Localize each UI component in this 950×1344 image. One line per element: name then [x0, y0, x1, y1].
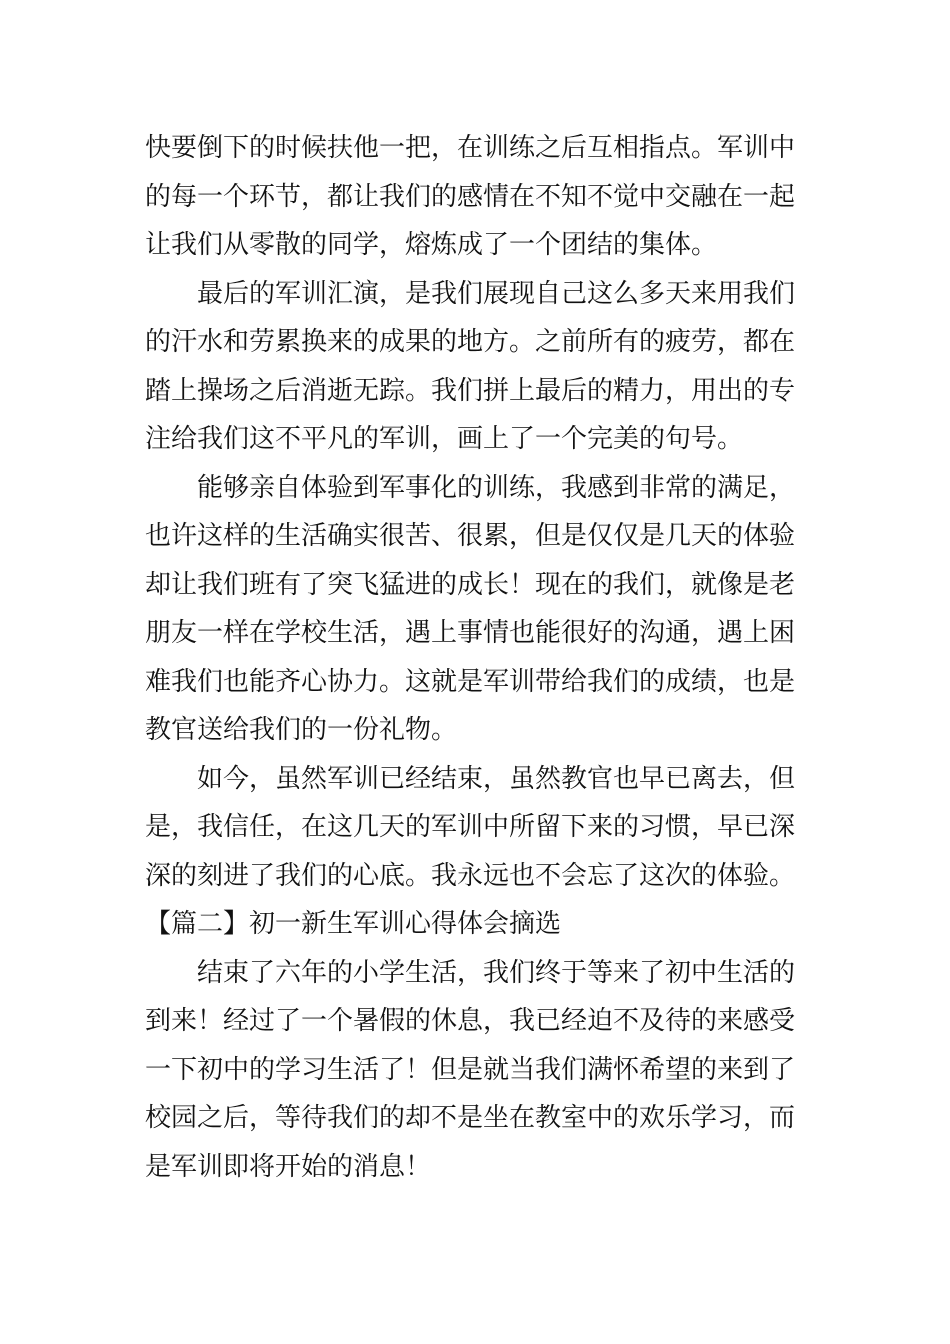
text-line: 是军训即将开始的消息！	[145, 1151, 432, 1182]
text-line: 朋友一样在学校生活，遇上事情也能很好的沟通，遇上困	[145, 618, 796, 648]
text-line: 教官送给我们的一份礼物。	[145, 715, 458, 745]
text-line: 是，我信任，在这几天的军训中所留下来的习惯，早已深	[145, 812, 796, 842]
text-line: 难我们也能齐心协力。这就是军训带给我们的成绩，也是	[145, 666, 796, 697]
text-line: 却让我们班有了突飞猛进的成长！现在的我们，就像是老	[145, 569, 796, 600]
text-line: 校园之后，等待我们的却不是坐在教室中的欢乐学习，而	[145, 1103, 796, 1133]
paragraph-first-line: 结束了六年的小学生活，我们终于等来了初中生活的	[197, 957, 796, 988]
paragraph-first-line: 最后的军训汇演，是我们展现自己这么多天来用我们	[197, 278, 796, 309]
text-line: 深的刻进了我们的心底。我永远也不会忘了这次的体验。	[145, 860, 796, 891]
text-line: 让我们从零散的同学，熔炼成了一个团结的集体。	[145, 230, 718, 260]
text-line: 的每一个环节，都让我们的感情在不知不觉中交融在一起	[145, 181, 796, 212]
paragraph-first-line: 如今，虽然军训已经结束，虽然教官也早已离去，但	[197, 763, 796, 794]
text-line: 注给我们这不平凡的军训，画上了一个完美的句号。	[145, 424, 744, 454]
text-line: 的汗水和劳累换来的成果的地方。之前所有的疲劳，都在	[145, 327, 796, 357]
document-body	[145, 124, 810, 1191]
paragraph-first-line: 能够亲自体验到军事化的训练，我感到非常的满足，	[197, 472, 796, 503]
text-line: 快要倒下的时候扶他一把，在训练之后互相指点。军训中	[145, 133, 796, 163]
text-line: 踏上操场之后消逝无踪。我们拼上最后的精力，用出的专	[145, 375, 796, 406]
text-line: 也许这样的生活确实很苦、很累，但是仅仅是几天的体验	[145, 521, 796, 551]
text-line: 到来！经过了一个暑假的休息，我已经迫不及待的来感受	[145, 1006, 796, 1036]
section-heading: 【篇二】初一新生军训心得体会摘选	[145, 909, 562, 939]
text-line: 一下初中的学习生活了！但是就当我们满怀希望的来到了	[145, 1054, 796, 1085]
